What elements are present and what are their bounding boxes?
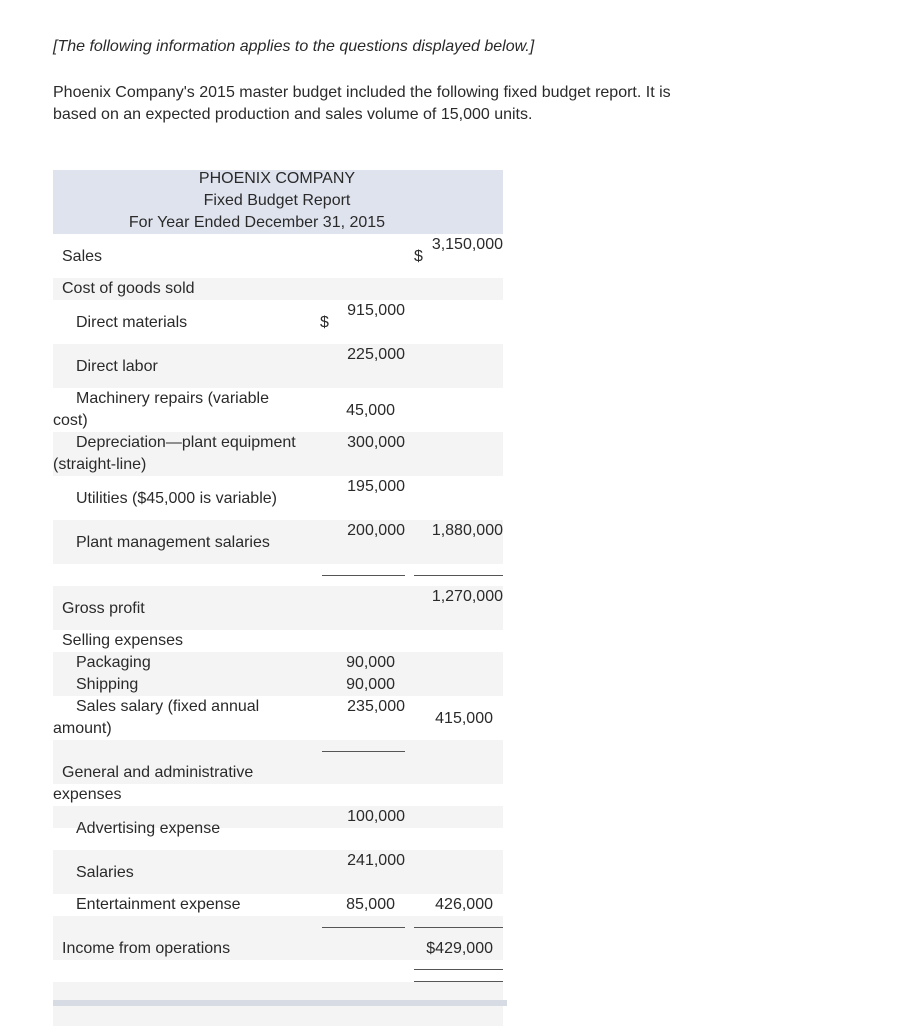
direct-materials-amount: 915,000 xyxy=(347,302,405,319)
underline-rule xyxy=(322,751,405,752)
gross-profit-label: Gross profit xyxy=(62,600,145,617)
machinery-repairs-amount: 45,000 xyxy=(346,402,395,419)
packaging-label: Packaging xyxy=(76,654,151,671)
company-name: PHOENIX COMPANY xyxy=(198,170,356,187)
machinery-repairs-label: Machinery repairs (variable xyxy=(76,390,269,407)
report-header xyxy=(53,170,503,234)
gna-total: 426,000 xyxy=(435,896,493,913)
direct-materials-label: Direct materials xyxy=(76,314,188,331)
report-title: Fixed Budget Report xyxy=(203,192,351,209)
double-underline-rule xyxy=(414,981,503,982)
underline-rule xyxy=(322,575,405,576)
plant-management-amount: 200,000 xyxy=(347,522,405,539)
advertising-amount: 100,000 xyxy=(347,808,405,825)
underline-rule xyxy=(414,575,503,576)
shipping-label: Shipping xyxy=(76,676,139,693)
selling-heading: Selling expenses xyxy=(62,632,183,649)
salaries-amount: 241,000 xyxy=(347,852,405,869)
entertainment-amount: 85,000 xyxy=(346,896,395,913)
report-bottom-bar xyxy=(53,1000,507,1006)
entertainment-label: Entertainment expense xyxy=(76,896,241,913)
shipping-amount: 90,000 xyxy=(346,676,395,693)
depreciation-label-cont: (straight-line) xyxy=(53,456,147,473)
sales-salary-label-cont: amount) xyxy=(53,720,112,737)
packaging-amount: 90,000 xyxy=(346,654,395,671)
gross-profit-total: 1,270,000 xyxy=(431,588,503,605)
dollar-sign: $ xyxy=(414,248,423,265)
salaries-label: Salaries xyxy=(76,864,134,881)
direct-labor-amount: 225,000 xyxy=(347,346,405,363)
depreciation-label: Depreciation—plant equipment xyxy=(76,434,296,451)
row-band xyxy=(53,740,503,762)
report-period: For Year Ended December 31, 2015 xyxy=(128,214,386,231)
direct-labor-label: Direct labor xyxy=(76,358,158,375)
underline-rule xyxy=(322,927,405,928)
sales-salary-label: Sales salary (fixed annual xyxy=(76,698,260,715)
depreciation-amount: 300,000 xyxy=(347,434,405,451)
plant-management-label: Plant management salaries xyxy=(76,534,270,551)
utilities-label: Utilities ($45,000 is variable) xyxy=(76,490,277,507)
selling-total: 415,000 xyxy=(435,710,493,727)
underline-rule xyxy=(414,927,503,928)
sales-total: 3,150,000 xyxy=(431,236,503,253)
intro xyxy=(53,36,693,126)
intro-paragraph: Phoenix Company's 2015 master budget included the following fixed budget report. It is based on an expected production and sales volume of 15,000 units. xyxy=(53,84,671,123)
intro-note: [The following information applies to the questions displayed below.] xyxy=(53,38,535,55)
income-label: Income from operations xyxy=(62,940,231,957)
gna-heading: General and administrative xyxy=(62,764,254,781)
cogs-heading: Cost of goods sold xyxy=(62,280,195,297)
double-underline-rule xyxy=(414,969,503,970)
sales-label: Sales xyxy=(62,248,103,265)
sales-salary-amount: 235,000 xyxy=(347,698,405,715)
cogs-total: 1,880,000 xyxy=(431,522,503,539)
advertising-label: Advertising expense xyxy=(76,820,221,837)
utilities-amount: 195,000 xyxy=(347,478,405,495)
gna-heading-cont: expenses xyxy=(53,786,122,803)
income-total: $429,000 xyxy=(426,940,493,957)
machinery-repairs-label-cont: cost) xyxy=(53,412,88,429)
dollar-sign: $ xyxy=(320,314,329,331)
